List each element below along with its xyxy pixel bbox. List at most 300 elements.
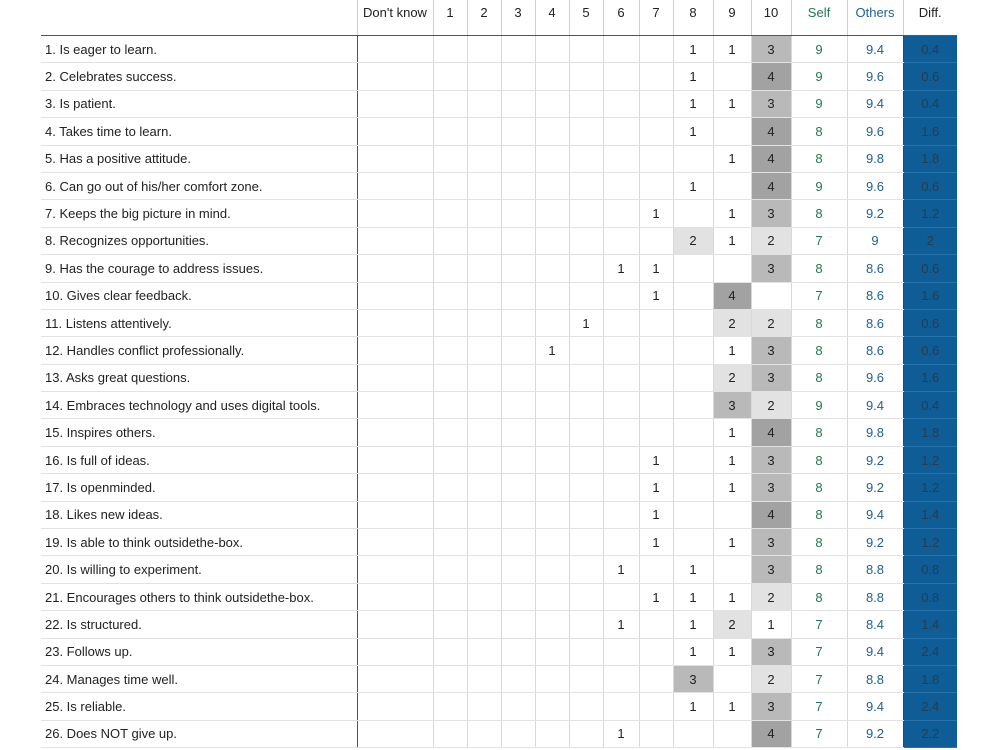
- diff-score: 1.4: [903, 611, 957, 638]
- item-label: 23. Follows up.: [41, 638, 357, 665]
- others-score: 8.6: [847, 255, 903, 282]
- rating-1-count: [433, 172, 467, 199]
- rating-4-count: [535, 118, 569, 145]
- diff-score: 1.2: [903, 200, 957, 227]
- rating-3-count: [501, 309, 535, 336]
- rating-9-count: [713, 720, 751, 747]
- self-score: 8: [791, 309, 847, 336]
- rating-10-count: 4: [751, 172, 791, 199]
- item-label: 21. Encourages others to think outsidethe-box.: [41, 583, 357, 610]
- others-score: 9.6: [847, 364, 903, 391]
- rating-3-count: [501, 693, 535, 720]
- rating-6-count: [603, 501, 639, 528]
- diff-score: 1.2: [903, 446, 957, 473]
- diff-score: 0.6: [903, 172, 957, 199]
- rating-7-count: [639, 720, 673, 747]
- rating-2-count: [467, 309, 501, 336]
- rating-2-count: [467, 501, 501, 528]
- dont-know-count: [357, 611, 433, 638]
- item-label: 14. Embraces technology and uses digital tools.: [41, 392, 357, 419]
- self-score: 8: [791, 556, 847, 583]
- others-score: 9.8: [847, 419, 903, 446]
- rating-6-count: [603, 172, 639, 199]
- rating-3-count: [501, 583, 535, 610]
- dont-know-count: [357, 474, 433, 501]
- rating-3-count: [501, 227, 535, 254]
- rating-8-count: 1: [673, 611, 713, 638]
- rating-3-count: [501, 364, 535, 391]
- table-row: [41, 474, 957, 501]
- rating-8-count: [673, 337, 713, 364]
- rating-3-count: [501, 556, 535, 583]
- rating-2-count: [467, 611, 501, 638]
- rating-1-count: [433, 392, 467, 419]
- dont-know-count: [357, 501, 433, 528]
- others-score: 9.4: [847, 36, 903, 63]
- rating-1-count: [433, 90, 467, 117]
- item-label: 20. Is willing to experiment.: [41, 556, 357, 583]
- rating-9-count: 1: [713, 474, 751, 501]
- rating-1-count: [433, 364, 467, 391]
- self-score: 7: [791, 611, 847, 638]
- item-label: 8. Recognizes opportunities.: [41, 227, 357, 254]
- self-score: 8: [791, 474, 847, 501]
- table-row: [41, 638, 957, 665]
- self-score: 8: [791, 583, 847, 610]
- rating-1-count: [433, 145, 467, 172]
- rating-5-count: [569, 446, 603, 473]
- rating-4-count: [535, 309, 569, 336]
- rating-7-count: [639, 36, 673, 63]
- header-10: 10: [751, 0, 791, 36]
- rating-6-count: [603, 118, 639, 145]
- dont-know-count: [357, 364, 433, 391]
- table-row: [41, 501, 957, 528]
- table-row: [41, 720, 957, 747]
- dont-know-count: [357, 255, 433, 282]
- rating-7-count: 1: [639, 583, 673, 610]
- rating-1-count: [433, 556, 467, 583]
- rating-4-count: [535, 364, 569, 391]
- item-label: 2. Celebrates success.: [41, 63, 357, 90]
- item-label: 19. Is able to think outsidethe-box.: [41, 529, 357, 556]
- self-score: 8: [791, 529, 847, 556]
- rating-8-count: 1: [673, 172, 713, 199]
- table-row: [41, 529, 957, 556]
- rating-6-count: [603, 282, 639, 309]
- rating-5-count: [569, 665, 603, 692]
- rating-2-count: [467, 529, 501, 556]
- rating-3-count: [501, 665, 535, 692]
- table-row: [41, 693, 957, 720]
- rating-2-count: [467, 556, 501, 583]
- rating-8-count: 1: [673, 693, 713, 720]
- rating-10-count: 2: [751, 227, 791, 254]
- header-4: 4: [535, 0, 569, 36]
- diff-score: 2.4: [903, 693, 957, 720]
- rating-2-count: [467, 200, 501, 227]
- self-score: 8: [791, 145, 847, 172]
- dont-know-count: [357, 118, 433, 145]
- table-row: [41, 255, 957, 282]
- diff-score: 1.6: [903, 364, 957, 391]
- rating-7-count: 1: [639, 446, 673, 473]
- rating-9-count: 2: [713, 364, 751, 391]
- rating-5-count: [569, 36, 603, 63]
- self-score: 8: [791, 501, 847, 528]
- rating-6-count: [603, 309, 639, 336]
- rating-8-count: 1: [673, 36, 713, 63]
- rating-6-count: [603, 227, 639, 254]
- header-row: [41, 0, 957, 36]
- rating-5-count: [569, 255, 603, 282]
- rating-7-count: [639, 611, 673, 638]
- dont-know-count: [357, 446, 433, 473]
- rating-6-count: [603, 145, 639, 172]
- rating-10-count: 3: [751, 474, 791, 501]
- rating-5-count: 1: [569, 309, 603, 336]
- diff-score: 0.6: [903, 255, 957, 282]
- others-score: 8.4: [847, 611, 903, 638]
- rating-4-count: [535, 665, 569, 692]
- rating-7-count: [639, 90, 673, 117]
- rating-2-count: [467, 665, 501, 692]
- rating-9-count: 1: [713, 36, 751, 63]
- self-score: 8: [791, 419, 847, 446]
- table-body: [41, 36, 957, 748]
- rating-7-count: 1: [639, 529, 673, 556]
- others-score: 8.8: [847, 583, 903, 610]
- rating-6-count: 1: [603, 720, 639, 747]
- self-score: 8: [791, 364, 847, 391]
- rating-3-count: [501, 638, 535, 665]
- header-2: 2: [467, 0, 501, 36]
- rating-5-count: [569, 529, 603, 556]
- rating-8-count: 3: [673, 665, 713, 692]
- rating-1-count: [433, 611, 467, 638]
- rating-10-count: 3: [751, 337, 791, 364]
- table-row: [41, 583, 957, 610]
- rating-4-count: 1: [535, 337, 569, 364]
- rating-3-count: [501, 36, 535, 63]
- diff-score: 0.8: [903, 583, 957, 610]
- item-label: 4. Takes time to learn.: [41, 118, 357, 145]
- rating-6-count: [603, 392, 639, 419]
- rating-7-count: [639, 556, 673, 583]
- rating-9-count: 1: [713, 419, 751, 446]
- item-label: 10. Gives clear feedback.: [41, 282, 357, 309]
- rating-7-count: [639, 63, 673, 90]
- table-row: [41, 611, 957, 638]
- rating-6-count: [603, 665, 639, 692]
- rating-2-count: [467, 419, 501, 446]
- rating-1-count: [433, 309, 467, 336]
- dont-know-count: [357, 638, 433, 665]
- rating-9-count: 1: [713, 337, 751, 364]
- rating-10-count: 3: [751, 529, 791, 556]
- rating-10-count: 4: [751, 419, 791, 446]
- table-row: [41, 419, 957, 446]
- header-self: Self: [791, 0, 847, 36]
- rating-8-count: 1: [673, 638, 713, 665]
- rating-7-count: 1: [639, 282, 673, 309]
- rating-7-count: [639, 309, 673, 336]
- rating-5-count: [569, 638, 603, 665]
- header-5: 5: [569, 0, 603, 36]
- dont-know-count: [357, 309, 433, 336]
- rating-5-count: [569, 501, 603, 528]
- item-label: 1. Is eager to learn.: [41, 36, 357, 63]
- rating-3-count: [501, 474, 535, 501]
- rating-2-count: [467, 172, 501, 199]
- others-score: 9: [847, 227, 903, 254]
- rating-7-count: [639, 665, 673, 692]
- results-table: [41, 0, 957, 748]
- rating-4-count: [535, 556, 569, 583]
- rating-1-count: [433, 720, 467, 747]
- header-7: 7: [639, 0, 673, 36]
- rating-10-count: 1: [751, 611, 791, 638]
- rating-1-count: [433, 255, 467, 282]
- table-row: [41, 145, 957, 172]
- self-score: 9: [791, 36, 847, 63]
- rating-7-count: [639, 227, 673, 254]
- rating-6-count: [603, 200, 639, 227]
- rating-2-count: [467, 638, 501, 665]
- rating-8-count: 2: [673, 227, 713, 254]
- dont-know-count: [357, 145, 433, 172]
- rating-2-count: [467, 474, 501, 501]
- rating-7-count: 1: [639, 255, 673, 282]
- self-score: 7: [791, 638, 847, 665]
- item-label: 26. Does NOT give up.: [41, 720, 357, 747]
- table-row: [41, 556, 957, 583]
- rating-4-count: [535, 63, 569, 90]
- rating-3-count: [501, 392, 535, 419]
- header-6: 6: [603, 0, 639, 36]
- dont-know-count: [357, 90, 433, 117]
- diff-score: 2.2: [903, 720, 957, 747]
- rating-9-count: [713, 556, 751, 583]
- rating-3-count: [501, 501, 535, 528]
- diff-score: 0.4: [903, 392, 957, 419]
- dont-know-count: [357, 419, 433, 446]
- diff-score: 1.4: [903, 501, 957, 528]
- table-row: [41, 63, 957, 90]
- rating-5-count: [569, 63, 603, 90]
- rating-8-count: [673, 501, 713, 528]
- dont-know-count: [357, 227, 433, 254]
- rating-4-count: [535, 36, 569, 63]
- table-row: [41, 309, 957, 336]
- rating-9-count: 2: [713, 611, 751, 638]
- others-score: 8.8: [847, 556, 903, 583]
- others-score: 9.2: [847, 446, 903, 473]
- rating-4-count: [535, 200, 569, 227]
- self-score: 8: [791, 200, 847, 227]
- rating-3-count: [501, 255, 535, 282]
- table-row: [41, 172, 957, 199]
- rating-9-count: 1: [713, 90, 751, 117]
- rating-10-count: 3: [751, 638, 791, 665]
- rating-5-count: [569, 282, 603, 309]
- rating-7-count: [639, 364, 673, 391]
- header-item: [41, 0, 357, 36]
- rating-8-count: 1: [673, 583, 713, 610]
- rating-9-count: [713, 63, 751, 90]
- self-score: 7: [791, 693, 847, 720]
- self-score: 9: [791, 63, 847, 90]
- rating-9-count: 1: [713, 446, 751, 473]
- rating-4-count: [535, 227, 569, 254]
- rating-5-count: [569, 720, 603, 747]
- dont-know-count: [357, 172, 433, 199]
- rating-10-count: 3: [751, 556, 791, 583]
- rating-10-count: 3: [751, 693, 791, 720]
- rating-1-count: [433, 337, 467, 364]
- header-others: Others: [847, 0, 903, 36]
- self-score: 7: [791, 720, 847, 747]
- others-score: 9.8: [847, 145, 903, 172]
- rating-5-count: [569, 172, 603, 199]
- dont-know-count: [357, 337, 433, 364]
- rating-3-count: [501, 337, 535, 364]
- rating-9-count: [713, 501, 751, 528]
- others-score: 9.4: [847, 392, 903, 419]
- rating-1-count: [433, 118, 467, 145]
- rating-8-count: [673, 392, 713, 419]
- rating-7-count: 1: [639, 200, 673, 227]
- rating-10-count: 4: [751, 501, 791, 528]
- item-label: 25. Is reliable.: [41, 693, 357, 720]
- rating-3-count: [501, 419, 535, 446]
- item-label: 22. Is structured.: [41, 611, 357, 638]
- rating-2-count: [467, 255, 501, 282]
- rating-10-count: 3: [751, 90, 791, 117]
- dont-know-count: [357, 583, 433, 610]
- others-score: 9.2: [847, 529, 903, 556]
- rating-10-count: 4: [751, 63, 791, 90]
- others-score: 9.2: [847, 720, 903, 747]
- rating-7-count: [639, 118, 673, 145]
- rating-10-count: 2: [751, 392, 791, 419]
- rating-8-count: [673, 474, 713, 501]
- rating-5-count: [569, 392, 603, 419]
- rating-2-count: [467, 36, 501, 63]
- rating-2-count: [467, 583, 501, 610]
- table-row: [41, 90, 957, 117]
- header-diff: Diff.: [903, 0, 957, 36]
- rating-8-count: 1: [673, 118, 713, 145]
- others-score: 9.6: [847, 63, 903, 90]
- item-label: 12. Handles conflict professionally.: [41, 337, 357, 364]
- rating-10-count: 4: [751, 118, 791, 145]
- rating-1-count: [433, 446, 467, 473]
- rating-6-count: [603, 419, 639, 446]
- rating-6-count: [603, 529, 639, 556]
- rating-8-count: 1: [673, 63, 713, 90]
- diff-score: 0.6: [903, 337, 957, 364]
- dont-know-count: [357, 282, 433, 309]
- rating-10-count: 3: [751, 200, 791, 227]
- rating-7-count: [639, 419, 673, 446]
- diff-score: 1.2: [903, 474, 957, 501]
- self-score: 8: [791, 446, 847, 473]
- rating-9-count: [713, 118, 751, 145]
- rating-5-count: [569, 556, 603, 583]
- rating-4-count: [535, 611, 569, 638]
- rating-5-count: [569, 693, 603, 720]
- others-score: 9.4: [847, 638, 903, 665]
- rating-8-count: [673, 419, 713, 446]
- rating-5-count: [569, 200, 603, 227]
- rating-1-count: [433, 665, 467, 692]
- rating-1-count: [433, 200, 467, 227]
- rating-8-count: [673, 145, 713, 172]
- dont-know-count: [357, 665, 433, 692]
- table-row: [41, 364, 957, 391]
- item-label: 18. Likes new ideas.: [41, 501, 357, 528]
- rating-4-count: [535, 638, 569, 665]
- rating-9-count: 4: [713, 282, 751, 309]
- rating-4-count: [535, 583, 569, 610]
- rating-5-count: [569, 474, 603, 501]
- self-score: 9: [791, 90, 847, 117]
- rating-10-count: [751, 282, 791, 309]
- self-score: 8: [791, 255, 847, 282]
- rating-3-count: [501, 145, 535, 172]
- rating-7-count: [639, 638, 673, 665]
- rating-2-count: [467, 337, 501, 364]
- rating-9-count: 1: [713, 200, 751, 227]
- item-label: 15. Inspires others.: [41, 419, 357, 446]
- diff-score: 0.6: [903, 309, 957, 336]
- rating-5-count: [569, 419, 603, 446]
- rating-6-count: [603, 638, 639, 665]
- rating-6-count: [603, 583, 639, 610]
- rating-7-count: 1: [639, 474, 673, 501]
- rating-1-count: [433, 693, 467, 720]
- self-score: 9: [791, 172, 847, 199]
- diff-score: 1.8: [903, 145, 957, 172]
- others-score: 8.6: [847, 282, 903, 309]
- diff-score: 0.6: [903, 63, 957, 90]
- rating-2-count: [467, 63, 501, 90]
- rating-3-count: [501, 63, 535, 90]
- rating-10-count: 3: [751, 446, 791, 473]
- rating-3-count: [501, 720, 535, 747]
- rating-1-count: [433, 501, 467, 528]
- rating-7-count: 1: [639, 501, 673, 528]
- self-score: 7: [791, 665, 847, 692]
- rating-6-count: [603, 364, 639, 391]
- others-score: 8.6: [847, 309, 903, 336]
- rating-10-count: 3: [751, 364, 791, 391]
- others-score: 9.2: [847, 474, 903, 501]
- diff-score: 1.2: [903, 529, 957, 556]
- header-1: 1: [433, 0, 467, 36]
- dont-know-count: [357, 556, 433, 583]
- self-score: 8: [791, 118, 847, 145]
- rating-6-count: 1: [603, 255, 639, 282]
- rating-3-count: [501, 118, 535, 145]
- item-label: 3. Is patient.: [41, 90, 357, 117]
- diff-score: 1.8: [903, 419, 957, 446]
- rating-2-count: [467, 392, 501, 419]
- rating-5-count: [569, 337, 603, 364]
- rating-7-count: [639, 337, 673, 364]
- rating-4-count: [535, 720, 569, 747]
